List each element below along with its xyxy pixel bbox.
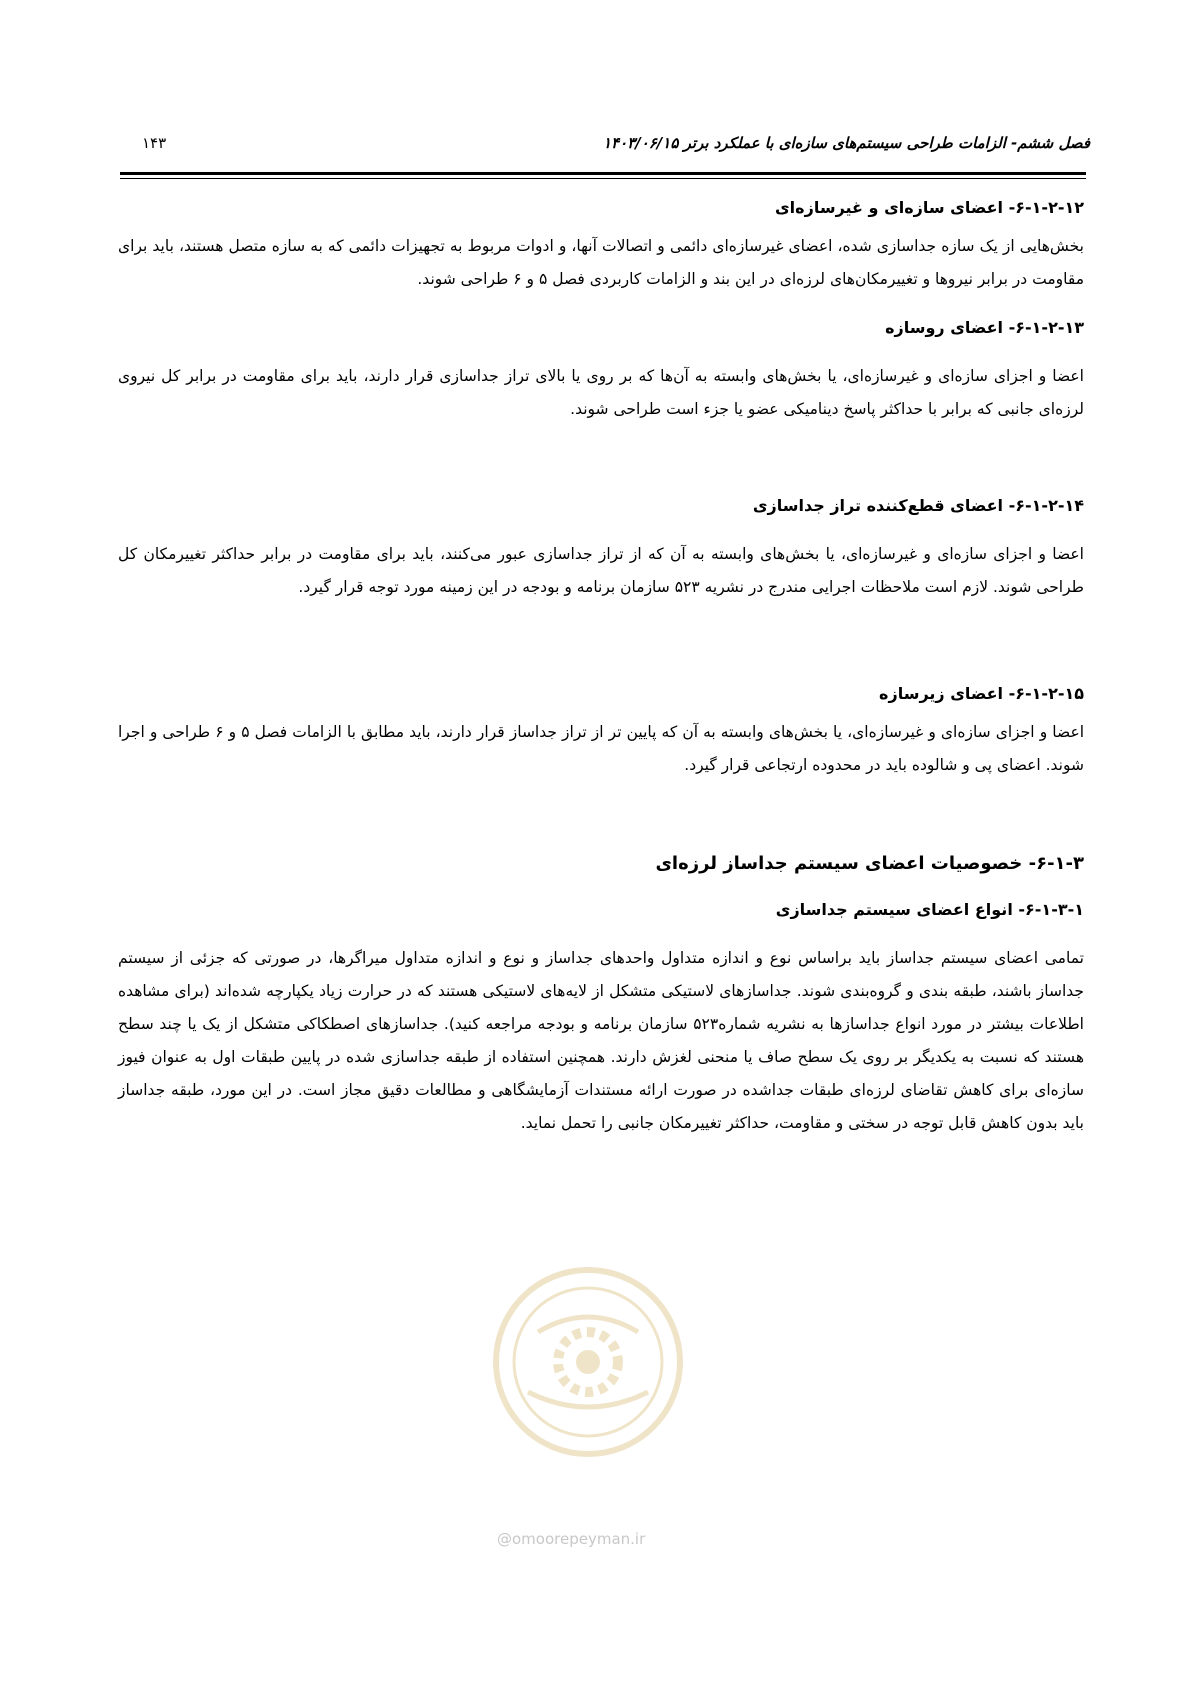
section-body-6-1-3-1: تمامی اعضای سیستم جداساز باید براساس نوع و اندازه متداول واحدهای جداساز و نوع و اندازه متداول میراگرها، در صورتی که جزئی از سیستم جداساز باشند، طبقه بندی و گروه‌بندی شوند. جداسازهای لاستیکی متشکل از لایه‌های لاستیکی هستند که در حرارت زیاد یکپارچه شده‌اند (برای مشاهده اطلاعات بیشتر در مورد انواع جداسازها به نشریه شماره۵۲۳ سازمان برنامه و بودجه مراجعه کنید). جداسازهای اصطکاکی متشکل از یک یا چند سطح هستند که نسبت به یکدیگر بر روی یک سطح صاف یا منحنی لغزش دارند. همچنین استفاده از طبقه جداسازی شده در پایین طبقات اول به عنوان فیوز سازه‌ای برای کاهش تقاضای لرزه‌ای طبقات جداشده در صورت ارائه مستندات آزمایشگاهی و مطالعات دقیق مجاز است. در این مورد، طبقه جداساز باید بدون کاهش قابل توجه در سختی و مقاومت، حداکثر تغییرمکان جانبی را تحمل نماید.	[118, 949, 1084, 1132]
section-body-6-1-2-14: اعضا و اجزای سازه‌ای و غیرسازه‌ای، یا بخش‌های وابسته به آن که از تراز جداسازی عبور می‌کنند، باید برای مقاومت در برابر حداکثر تغییرمکان کل طراحی شوند. لازم است ملاحظات اجرایی مندرج در نشریه ۵۲۳ سازمان برنامه و بودجه در این زمینه مورد توجه قرار گیرد.	[118, 545, 1084, 596]
watermark-text: @omoorepeyman.ir	[497, 1530, 646, 1548]
header-rule-thick	[120, 172, 1086, 175]
section-heading-6-1-2-13: ۶-۱-۲-۱۳- اعضای روسازه	[885, 318, 1084, 337]
section-heading-6-1-3: ۶-۱-۳- خصوصیات اعضای سیستم جداساز لرزه‌ای	[655, 853, 1084, 874]
section-heading-6-1-3-1: ۶-۱-۳-۱- انواع اعضای سیستم جداسازی	[775, 900, 1084, 919]
seal-watermark-icon	[488, 1262, 688, 1462]
section-body-6-1-2-12: بخش‌هایی از یک سازه جداسازی شده، اعضای غیرسازه‌ای دائمی و اتصالات آنها، و ادوات مربوط به تجهیزات دائمی که به سازه متصل هستند، باید برای مقاومت در برابر نیروها و تغییرمکان‌های لرزه‌ای در این بند و الزامات کاربردی فصل ۵ و ۶ طراحی شوند.	[118, 237, 1084, 288]
running-title: فصل ششم- الزامات طراحی سیستم‌های سازه‌ای با عملکرد برتر ۱۴۰۳/۰۶/۱۵	[602, 134, 1090, 152]
page-number: ۱۴۳	[142, 134, 167, 152]
section-heading-6-1-2-15: ۶-۱-۲-۱۵- اعضای زیرسازه	[879, 684, 1084, 703]
page-header	[120, 128, 1090, 164]
section-heading-6-1-2-14: ۶-۱-۲-۱۴- اعضای قطع‌کننده تراز جداسازی	[752, 496, 1084, 515]
section-heading-6-1-2-12: ۶-۱-۲-۱۲- اعضای سازه‌ای و غیرسازه‌ای	[775, 198, 1084, 217]
header-rule-thin	[120, 178, 1086, 179]
section-body-6-1-2-15: اعضا و اجزای سازه‌ای و غیرسازه‌ای، یا بخش‌های وابسته به آن که پایین تر از تراز جداساز قرار دارند، باید مطابق با الزامات فصل ۵ و ۶ طراحی و اجرا شوند. اعضای پی و شالوده باید در محدوده ارتجاعی قرار گیرد.	[118, 723, 1085, 774]
section-body-6-1-2-13: اعضا و اجزای سازه‌ای و غیرسازه‌ای، یا بخش‌های وابسته به آن‌ها که بر روی یا بالای تراز جداسازی قرار دارند، باید برای مقاومت در برابر کل نیروی لرزه‌ای جانبی که برابر با حداکثر پاسخ دینامیکی عضو یا جزء است طراحی شوند.	[118, 367, 1084, 418]
page-content	[118, 186, 1084, 1140]
